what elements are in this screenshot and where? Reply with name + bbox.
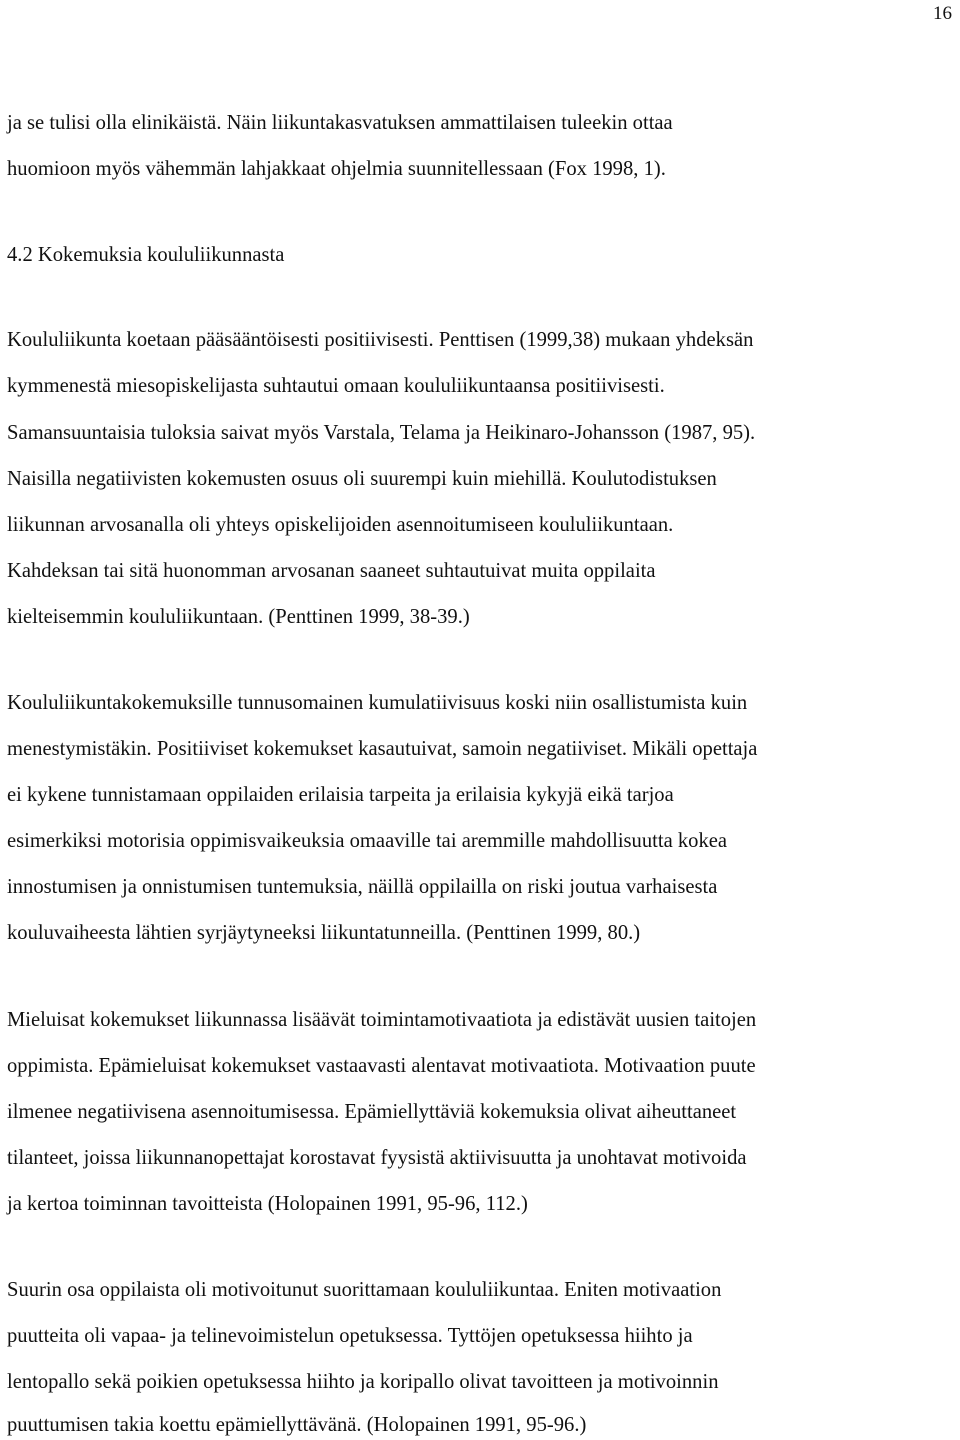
paragraph-line: huomioon myös vähemmän lahjakkaat ohjelmia suunnitellessaan (Fox 1998, 1). bbox=[7, 158, 666, 180]
paragraph-line: tilanteet, joissa liikunnanopettajat korostavat fyysistä aktiivisuutta ja unohtavat motivoida bbox=[7, 1147, 747, 1169]
paragraph-line: ei kykene tunnistamaan oppilaiden erilaisia tarpeita ja erilaisia kykyjä eikä tarjoa bbox=[7, 784, 674, 806]
page-number: 16 bbox=[933, 3, 952, 24]
paragraph-line: kielteisemmin koululiikuntaan. (Penttinen 1999, 38-39.) bbox=[7, 606, 470, 628]
paragraph-line: puutteita oli vapaa- ja telinevoimistelun opetuksessa. Tyttöjen opetuksessa hiihto ja bbox=[7, 1325, 693, 1347]
paragraph-line: menestymistäkin. Positiiviset kokemukset kasautuivat, samoin negatiiviset. Mikäli opettaja bbox=[7, 738, 758, 760]
paragraph-line: Kahdeksan tai sitä huonomman arvosanan saaneet suhtautuivat muita oppilaita bbox=[7, 560, 656, 582]
paragraph-line: innostumisen ja onnistumisen tuntemuksia, näillä oppilailla on riski joutua varhaisesta bbox=[7, 876, 718, 898]
paragraph-line: ja se tulisi olla elinikäistä. Näin liikuntakasvatuksen ammattilaisen tuleekin ottaa bbox=[7, 112, 673, 134]
paragraph-line: liikunnan arvosanalla oli yhteys opiskelijoiden asennoitumiseen koululiikuntaan. bbox=[7, 514, 674, 536]
paragraph-line: ilmenee negatiivisena asennoitumisessa. Epämiellyttäviä kokemuksia olivat aiheuttaneet bbox=[7, 1101, 737, 1123]
paragraph-line: kymmenestä miesopiskelijasta suhtautui omaan koululiikuntaansa positiivisesti. bbox=[7, 375, 665, 397]
paragraph-line: Mieluisat kokemukset liikunnassa lisäävät toimintamotivaatiota ja edistävät uusien taitojen bbox=[7, 1009, 757, 1031]
paragraph-line: Samansuuntaisia tuloksia saivat myös Varstala, Telama ja Heikinaro-Johansson (1987, 95). bbox=[7, 422, 756, 444]
paragraph-line: kouluvaiheesta lähtien syrjäytyneeksi liikuntatunneilla. (Penttinen 1999, 80.) bbox=[7, 922, 641, 944]
paragraph-line: oppimista. Epämieluisat kokemukset vastaavasti alentavat motivaatiota. Motivaation puute bbox=[7, 1055, 756, 1077]
paragraph-line: Suurin osa oppilaista oli motivoitunut suorittamaan koululiikuntaa. Eniten motivaation bbox=[7, 1279, 722, 1301]
paragraph-line: Naisilla negatiivisten kokemusten osuus oli suurempi kuin miehillä. Koulutodistuksen bbox=[7, 468, 717, 490]
paragraph-line: puuttumisen takia koettu epämiellyttävänä. (Holopainen 1991, 95-96.) bbox=[7, 1414, 587, 1436]
section-heading: 4.2 Kokemuksia koululiikunnasta bbox=[7, 244, 285, 266]
paragraph-line: esimerkiksi motorisia oppimisvaikeuksia omaaville tai aremmille mahdollisuutta kokea bbox=[7, 830, 728, 852]
paragraph-line: Koululiikuntakokemuksille tunnusomainen kumulatiivisuus koski niin osallistumista kuin bbox=[7, 692, 748, 714]
paragraph-line: Koululiikunta koetaan pääsääntöisesti positiivisesti. Penttisen (1999,38) mukaan yhdeksän bbox=[7, 329, 754, 351]
paragraph-line: lentopallo sekä poikien opetuksessa hiihto ja koripallo olivat tavoitteen ja motivoinnin bbox=[7, 1371, 719, 1393]
paragraph-line: ja kertoa toiminnan tavoitteista (Holopainen 1991, 95-96, 112.) bbox=[7, 1193, 528, 1215]
